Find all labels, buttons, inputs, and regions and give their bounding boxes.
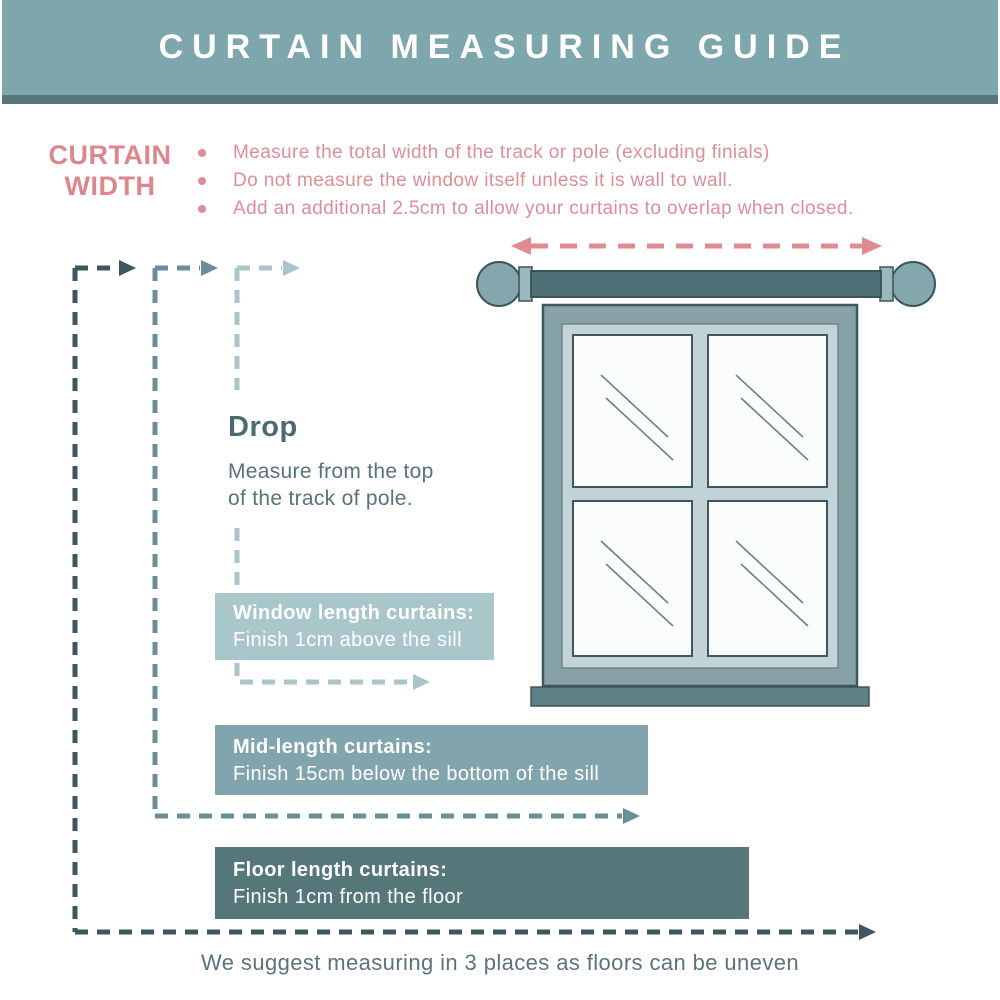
arrowhead-icon [283, 260, 300, 276]
bullet-item [196, 167, 986, 195]
arrowhead-icon [201, 260, 218, 276]
arrowhead-icon [413, 674, 430, 690]
drop-section [228, 411, 434, 512]
floor-length-subtitle: Finish 1cm from the floor [233, 885, 464, 908]
curtain-width-bullets [196, 139, 986, 223]
window-pane [708, 335, 827, 487]
window-pane [573, 501, 692, 656]
arrowhead-icon [119, 260, 136, 276]
drop-description [228, 458, 434, 512]
curtain-width-label [40, 140, 180, 202]
window-length-subtitle: Finish 1cm above the sill [233, 629, 462, 651]
bullet-text: Measure the total width of the track or pole (excluding finials) [233, 142, 770, 163]
window-sill [531, 687, 869, 706]
curtain-pole [477, 262, 935, 306]
window-illustration [531, 305, 869, 706]
drop-description-line1: Measure from the top [228, 460, 434, 483]
header-strip [2, 95, 998, 104]
pole-finial-right-icon [891, 262, 935, 306]
drop-title: Drop [228, 411, 298, 443]
window-length-title: Window length curtains: [233, 602, 475, 624]
width-arrow-icon [511, 237, 882, 255]
mid-length-box [215, 725, 648, 795]
window-pane [708, 501, 827, 656]
glass-shine-lines [601, 375, 808, 626]
arrowhead-icon [859, 924, 876, 940]
bullet-text: Do not measure the window itself unless it is wall to wall. [233, 170, 733, 191]
bullet-item [196, 139, 986, 167]
bullet-dot-icon [198, 177, 206, 185]
bullet-text: Add an additional 2.5cm to allow your curtains to overlap when closed. [233, 198, 854, 219]
mid-length-subtitle: Finish 15cm below the bottom of the sill [233, 762, 600, 785]
bullet-dot-icon [198, 205, 206, 213]
window-pane [573, 335, 692, 487]
curtain-width-label-line1: CURTAIN [48, 140, 172, 170]
bullet-dot-icon [198, 149, 206, 157]
pole-bar [531, 271, 881, 297]
drop-description-line2: of the track of pole. [228, 487, 413, 510]
mid-length-title: Mid-length curtains: [233, 735, 433, 758]
window-length-box [215, 593, 494, 660]
curtain-width-label-line2: WIDTH [64, 171, 156, 201]
header-banner [2, 0, 998, 95]
page-title: CURTAIN MEASURING GUIDE [158, 28, 851, 66]
footer-note: We suggest measuring in 3 places as floors can be uneven [201, 950, 799, 975]
pole-finial-left-icon [477, 262, 521, 306]
window-inner-frame [562, 324, 838, 668]
floor-length-title: Floor length curtains: [233, 858, 448, 881]
floor-length-box [215, 847, 749, 919]
arrowhead-icon [623, 808, 640, 824]
window-outer-frame [543, 305, 857, 686]
bullet-item [196, 195, 986, 223]
